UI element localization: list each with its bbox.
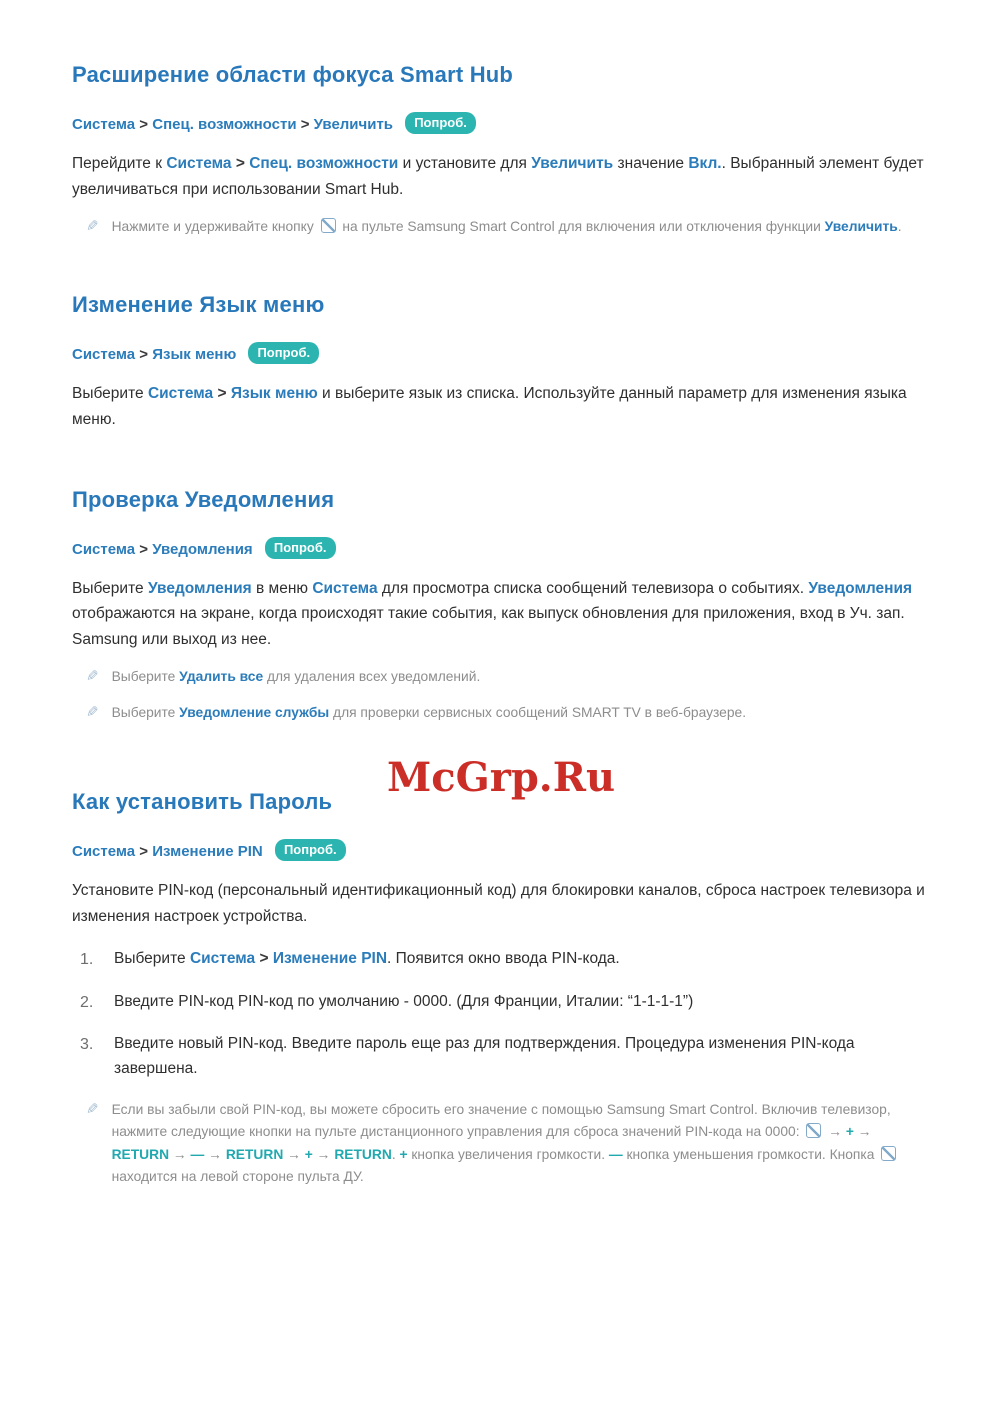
section-notifications <box>72 487 930 724</box>
text-segment: Уведомления <box>152 540 253 558</box>
step-list <box>72 947 930 1082</box>
text-segment: кнопка увеличения громкости. <box>407 1146 609 1162</box>
text-segment: Выберите <box>72 385 148 403</box>
text-segment: Язык меню <box>230 385 318 403</box>
note-text <box>112 702 918 724</box>
try-now-badge[interactable]: Попроб. <box>405 112 476 134</box>
text-segment: — <box>190 1146 205 1162</box>
text-segment: в меню <box>251 579 313 597</box>
step-number: 1. <box>80 951 94 969</box>
text-segment: для удаления всех уведомлений. <box>263 669 481 685</box>
text-segment: Изменение PIN <box>152 842 263 860</box>
breadcrumb <box>72 342 930 364</box>
text-segment: → <box>824 1124 846 1140</box>
text-segment: + <box>399 1146 408 1162</box>
breadcrumb <box>72 839 930 861</box>
text-segment: > <box>255 950 273 968</box>
step-number: 3. <box>80 1036 94 1054</box>
breadcrumb-path <box>72 541 253 558</box>
text-segment: Удалить все <box>179 669 264 685</box>
text-segment: Выберите <box>111 669 180 685</box>
breadcrumb <box>72 112 930 134</box>
text-segment: Система <box>72 842 136 860</box>
paragraph <box>72 576 930 653</box>
text-segment: — <box>608 1146 623 1162</box>
text-segment: Язык меню <box>152 346 237 364</box>
text-segment: Увеличить <box>824 219 898 235</box>
section-password <box>72 789 930 1188</box>
text-segment: Выберите <box>114 950 190 968</box>
section-title: Расширение области фокуса Smart Hub <box>72 62 514 87</box>
try-now-badge[interactable]: Попроб. <box>248 342 319 364</box>
try-now-badge[interactable]: Попроб. <box>265 537 336 559</box>
text-segment: → <box>169 1146 191 1162</box>
text-segment: > <box>213 385 231 403</box>
text-segment: значение <box>613 155 689 172</box>
text-segment: Система <box>72 540 136 558</box>
text-segment: Введите PIN-код PIN-код по умолчанию - 0000. (Для Франции, Италии: “1-1-1-1”) <box>114 992 694 1010</box>
text-segment: Система <box>72 116 136 133</box>
pencil-icon: ✎ <box>86 668 99 686</box>
text-segment: Выберите <box>111 704 180 720</box>
text-segment: > <box>135 346 153 364</box>
text-segment: Нажмите и удерживайте кнопку <box>111 219 318 235</box>
text-segment: . Выбранный элемент будет увеличиваться при использовании Smart Hub. <box>72 155 924 198</box>
text-segment: и выберите язык из списка. Используйте данный параметр для изменения языка меню. <box>72 385 907 429</box>
section-title: Как установить Пароль <box>72 788 333 814</box>
pencil-icon: ✎ <box>86 703 99 721</box>
text-segment: > <box>231 155 250 172</box>
breadcrumb-path <box>72 116 393 133</box>
note-text <box>112 1099 918 1188</box>
note-text <box>112 216 918 238</box>
step-item <box>72 947 930 973</box>
text-segment: Увеличить <box>531 155 614 172</box>
text-segment: RETURN <box>225 1146 284 1162</box>
section-title: Изменение Язык меню <box>72 292 325 318</box>
section-title: Проверка Уведомления <box>72 486 335 512</box>
text-segment: > <box>135 842 153 860</box>
text-segment: Система <box>312 579 378 597</box>
breadcrumb-path <box>72 346 236 363</box>
text-segment: Вкл. <box>688 155 722 172</box>
note <box>72 702 918 724</box>
text-segment: > <box>135 116 153 133</box>
text-segment: Введите новый PIN-код. Введите пароль еще раз для подтверждения. Процедура изменения PIN-кода завершена. <box>114 1035 855 1078</box>
text-segment: Установите PIN-код (персональный идентификационный код) для блокировки каналов, сброса настроек телевизора и изменения настроек устройства. <box>72 881 925 925</box>
text-segment: на пульте Samsung Smart Control для включения или отключения функции <box>338 219 825 235</box>
paragraph <box>72 878 930 929</box>
step-number: 2. <box>80 993 94 1011</box>
step-text <box>114 947 930 973</box>
text-segment: → <box>853 1124 872 1140</box>
text-segment: Уведомления <box>808 579 913 597</box>
paragraph <box>72 151 930 202</box>
text-segment: Система <box>166 155 232 172</box>
step-text <box>114 1032 930 1082</box>
paragraph <box>72 381 930 432</box>
text-segment: → <box>312 1146 335 1162</box>
mute-button-icon <box>321 218 336 233</box>
text-segment: находится на левой стороне пульта ДУ. <box>111 1168 364 1184</box>
text-segment: Выберите <box>72 579 148 597</box>
text-segment: . <box>897 219 902 235</box>
text-segment: + <box>304 1146 313 1162</box>
text-segment: Перейдите к <box>72 155 167 172</box>
text-segment: Спец. возможности <box>249 155 399 172</box>
text-segment: Система <box>189 950 256 968</box>
text-segment: и установите для <box>398 155 532 172</box>
text-segment: кнопка уменьшения громкости. Кнопка <box>622 1146 879 1162</box>
note-text <box>112 666 918 688</box>
note <box>72 216 918 238</box>
text-segment: Изменение PIN <box>272 950 388 968</box>
breadcrumb <box>72 537 930 559</box>
text-segment: + <box>845 1124 854 1140</box>
mute-button-icon <box>806 1123 821 1138</box>
note <box>72 1099 918 1188</box>
try-now-badge[interactable]: Попроб. <box>275 839 346 861</box>
text-segment: → <box>283 1146 305 1162</box>
text-segment: Система <box>147 385 214 403</box>
text-segment: Система <box>72 346 136 364</box>
text-segment: RETURN <box>111 1146 170 1162</box>
step-item <box>72 1032 930 1082</box>
pencil-icon: ✎ <box>86 218 99 236</box>
text-segment: для проверки сервисных сообщений SMART TV в веб-браузере. <box>329 704 747 720</box>
text-segment: . Появится окно ввода PIN-кода. <box>387 950 620 968</box>
watermark-mcgrp: McGrp.Ru <box>386 753 616 801</box>
text-segment: → <box>204 1146 226 1162</box>
text-segment: отображаются на экране, когда происходят такие события, как выпуск обновления для приложения, вход в Уч. зап. Samsung или выход из нее. <box>72 605 905 648</box>
breadcrumb-path <box>72 843 263 860</box>
mute-button-icon <box>881 1146 896 1161</box>
text-segment: Уведомление службы <box>179 704 330 720</box>
text-segment: Спец. возможности <box>152 116 297 133</box>
section-menu-language <box>72 292 930 432</box>
section-smart-hub-focus <box>72 62 930 238</box>
text-segment: Увеличить <box>313 116 394 133</box>
text-segment: . <box>391 1146 400 1162</box>
pencil-icon: ✎ <box>86 1100 99 1118</box>
text-segment: > <box>296 116 314 133</box>
text-segment: Уведомления <box>147 579 252 597</box>
note <box>72 666 918 688</box>
text-segment: > <box>135 540 153 558</box>
step-text <box>114 990 930 1016</box>
text-segment: RETURN <box>334 1146 392 1162</box>
text-segment: Если вы забыли свой PIN-код, вы можете сбросить его значение с помощью Samsung Smart Control. Включив телевизор, нажмите следующие кнопки на пульте дистанционного управления для сброса значений PIN-кода на 0000: <box>111 1101 891 1140</box>
step-item <box>72 990 930 1016</box>
text-segment: для просмотра списка сообщений телевизора о событиях. <box>377 579 809 597</box>
